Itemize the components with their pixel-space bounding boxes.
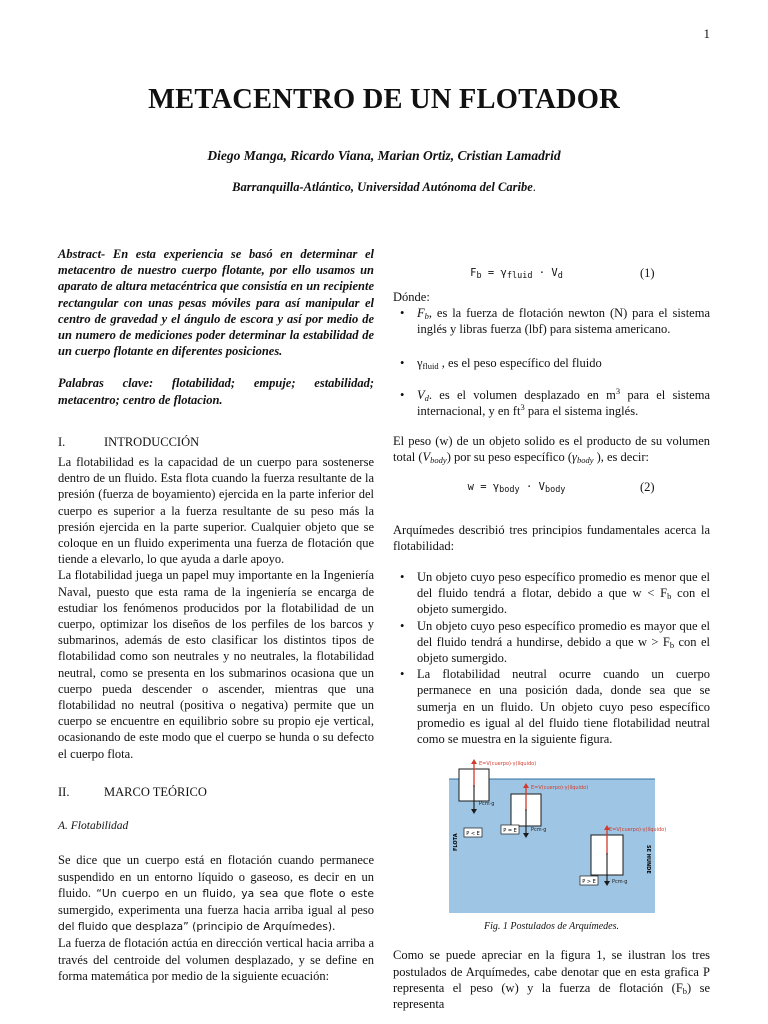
- arquimedes-paragraph: Arquímedes describió tres principios fundamentales acerca la flotabilidad:: [393, 522, 710, 553]
- eq-symbol: = γ: [481, 266, 507, 279]
- spacer: [58, 800, 374, 818]
- spacer: [393, 935, 710, 947]
- affiliation-text: Barranquilla-Atlántico, Universidad Autónoma del Caribe: [232, 180, 533, 194]
- condition-label: P < E: [465, 831, 480, 838]
- section-heading-marco-teorico: [58, 784, 374, 800]
- definition-text: , es la fuerza de flotación newton (N) para el sistema inglés y libras fuerza (lbf) para sistema americano.: [417, 306, 710, 337]
- eq-subscript: fluid: [506, 270, 533, 281]
- principle-text: La flotabilidad neutral ocurre cuando un cuerpo permanece en una posición dada, donde sea que se sumerja en un fluido. Un objeto cuyo peso específico promedio es igual al del fluido tiene flotabilidad neutral como se muestra en la siguiente figura.: [417, 667, 710, 747]
- eq-subscript: d: [557, 270, 563, 281]
- principle-item: [393, 666, 710, 747]
- section-number: II.: [58, 784, 70, 799]
- section-heading-introduccion: [58, 434, 374, 450]
- symbol: F: [417, 306, 425, 321]
- condition-label: P > E: [581, 879, 596, 886]
- figure-caption: Fig. 1 Postulados de Arquímedes.: [484, 921, 619, 933]
- definition-item: [393, 305, 710, 337]
- buoyancy-label: E=V(cuerpo)·γ(líquido): [608, 827, 666, 834]
- condition-label: P = E: [502, 828, 517, 835]
- definition-text: , es el peso específico del fluido: [438, 355, 602, 370]
- eq-subscript: body: [544, 484, 566, 495]
- archimedes-diagram: [449, 759, 666, 913]
- se-hunde-label: SE HUNDE: [644, 845, 651, 875]
- left-column: [58, 246, 374, 984]
- figure-1: [449, 759, 666, 913]
- equation-expression: [393, 479, 640, 495]
- symbol-subscript: body: [576, 455, 594, 466]
- paragraph-text: .: [332, 919, 336, 934]
- weight-label: Pcm·g: [530, 827, 546, 834]
- equation-expression: [393, 265, 640, 281]
- definitions-list: [393, 305, 710, 419]
- subscript: b: [669, 639, 675, 650]
- section-title: INTRODUCCIÓN: [104, 434, 200, 449]
- symbol: γ: [417, 355, 423, 370]
- eq-symbol: F: [470, 266, 477, 279]
- spacer: [58, 762, 374, 784]
- section-title: MARCO TEÓRICO: [104, 784, 207, 799]
- spacer: [58, 834, 374, 852]
- definition-item: [393, 355, 710, 371]
- equation-2: [393, 476, 710, 498]
- peso-paragraph: [393, 433, 710, 465]
- equation-number: (1): [640, 265, 655, 280]
- keywords: Palabras clave: flotabilidad; empuje; estabilidad; metacentro; centro de flotacion.: [58, 376, 374, 407]
- superscript: 3: [615, 385, 621, 396]
- intro-paragraph-1: La flotabilidad es la capacidad de un cuerpo para sostenerse dentro de un fluido. Esta flota cuando la fuerza resultante de la presión (fuerza de boyamiento) ejercida en la parte inferior del cuerpo es superior a la fuerza resultante de su peso más la presión ejercida en la parte superior. Cualquier objeto que se coloque en un fluido experimenta una fuerza de flotación que tiende a elevarlo, lo que ayuda a darle apoyo.: [58, 455, 374, 567]
- right-column: [393, 246, 710, 1012]
- paper-title: METACENTRO DE UN FLOTADOR: [148, 84, 620, 115]
- weight-label: Pcm·g: [478, 801, 494, 808]
- flotabilidad-paragraph-1: [58, 852, 374, 935]
- eq-symbol: w = γ: [467, 480, 500, 493]
- affiliation-period: .: [532, 180, 536, 194]
- eq-symbol: · V: [532, 266, 558, 279]
- principle-text: Un objeto cuyo peso específico promedio es menor que el del fluido tendrá a flotar, debido a que w < F: [417, 570, 710, 601]
- symbol-subscript: body: [430, 455, 447, 466]
- eq-symbol: · V: [519, 480, 545, 493]
- equation-number: (2): [640, 479, 655, 494]
- arrowhead: [471, 759, 477, 764]
- symbol-subscript: b: [424, 311, 429, 322]
- symbol: V: [417, 387, 425, 402]
- principle-item: [393, 569, 710, 618]
- principle-text: Un objeto cuyo peso específico promedio es mayor que el del fluido tendrá a hundirse, debido a que w > F: [417, 618, 710, 649]
- definition-text: para el sistema inglés.: [524, 404, 639, 419]
- paragraph-text: Como se puede apreciar en la figura 1, se ilustran los tres postulados de Arquímedes, cabe denotar que en esta grafica P representa el peso (w) y la fuerza de flotación (F: [393, 948, 710, 995]
- page-number: 1: [703, 26, 710, 41]
- symbol-subscript: d: [424, 392, 429, 403]
- section-number: I.: [58, 434, 66, 449]
- paragraph-text: sumergido, experimenta una fuerza hacia arriba igual al peso: [58, 902, 374, 917]
- spacer: [393, 747, 710, 759]
- principle-text: con el objeto sumergido.: [417, 634, 710, 666]
- spacer: [58, 359, 374, 375]
- paragraph-text: ), es decir:: [593, 450, 649, 465]
- symbol: V: [422, 450, 431, 465]
- subsection-heading-flotabilidad: A. Flotabilidad: [58, 820, 129, 833]
- quote-text: del fluido que desplaza” (principio de Arquímedes): [58, 920, 333, 934]
- closing-paragraph: [393, 947, 710, 1012]
- superscript: 3: [520, 402, 525, 413]
- principles-list: [393, 569, 710, 747]
- affiliation: [0, 180, 768, 195]
- authors: Diego Manga, Ricardo Viana, Marian Ortiz, Cristian Lamadrid: [207, 148, 561, 163]
- paragraph-text: ) se representa: [393, 980, 710, 1012]
- symbol: γ: [572, 450, 577, 465]
- principle-item: [393, 618, 710, 667]
- subscript: b: [682, 985, 688, 996]
- weight-label: Pcm·g: [611, 879, 627, 886]
- definition-text: para el sistema internacional, y en ft: [417, 387, 710, 419]
- buoyancy-label: E=V(cuerpo)·γ(líquido): [478, 761, 536, 768]
- spacer: [393, 419, 710, 433]
- paragraph-text: ) por su peso específico (: [446, 450, 572, 465]
- flotabilidad-paragraph-2: La fuerza de flotación actúa en dirección vertical hacia arriba a través del centroide del volumen desplazado, y se define en forma matemática por medio de la siguiente ecuación:: [58, 936, 374, 983]
- principle-text: con el objeto sumergido.: [417, 586, 710, 617]
- eq-subscript: b: [476, 270, 482, 281]
- buoyancy-label: E=V(cuerpo)·γ(líquido): [530, 785, 588, 792]
- paragraph-text: Se dice que un cuerpo está en flotación cuando permanece suspendido en un entorno líquido o gaseoso, es decir en un fluido.: [58, 853, 374, 900]
- subscript: b: [667, 591, 672, 602]
- abstract: Abstract- En esta experiencia se basó en determinar el metacentro de nuestro cuerpo flotante, por ello usamos un aparato de altura metacéntrica que consistía en un recipiente rectangular con unas pesas móviles para así manipular el centro de gravedad y el ángulo de escora y así por medio de un numero de mediciones poder determinar la estabilidad de un cuerpo flotante en diferentes posiciones.: [58, 247, 374, 359]
- spacer: [58, 408, 374, 434]
- spacer: [393, 466, 710, 476]
- intro-paragraph-2: La flotabilidad juega un papel muy importante en la Ingeniería Naval, puesto que esta rama de la ingeniería se encarga de estudiar los fenómenos producidos por la flotabilidad de un cuerpo, optimizar los diseños de los perfiles de los barcos y submarinos, además de esto clasificar los distintos tipos de flotabilidad como son neutrales y no neutrales, la flotabilidad neutral, como se presenta en los submarinos ocasiona que un cuerpo pueda descender o ascender, mientras que una flotabilidad no neutral (positiva o negativa) permite que un cuerpo se encuentre en equilibrio sobre su propio eje vertical, ocasionando de este modo que el cuerpo se hunda o su defecto el cuerpo flota.: [58, 568, 374, 761]
- flota-label: FLOTA: [452, 833, 459, 852]
- paragraph-text: El peso (w) de un objeto solido es el producto de su volumen total (: [393, 434, 710, 465]
- donde-label: Dónde:: [393, 290, 430, 304]
- definition-text: . es el volumen desplazado en m: [428, 387, 616, 402]
- symbol-subscript: fluid: [422, 360, 439, 371]
- spacer: [393, 554, 710, 569]
- spacer: [393, 246, 710, 262]
- eq-subscript: body: [499, 484, 520, 495]
- quote-text: “Un cuerpo en un fluido, ya sea que flote o este: [90, 886, 374, 900]
- equation-1: [393, 262, 710, 284]
- definition-item: [393, 387, 710, 419]
- spacer: [393, 498, 710, 522]
